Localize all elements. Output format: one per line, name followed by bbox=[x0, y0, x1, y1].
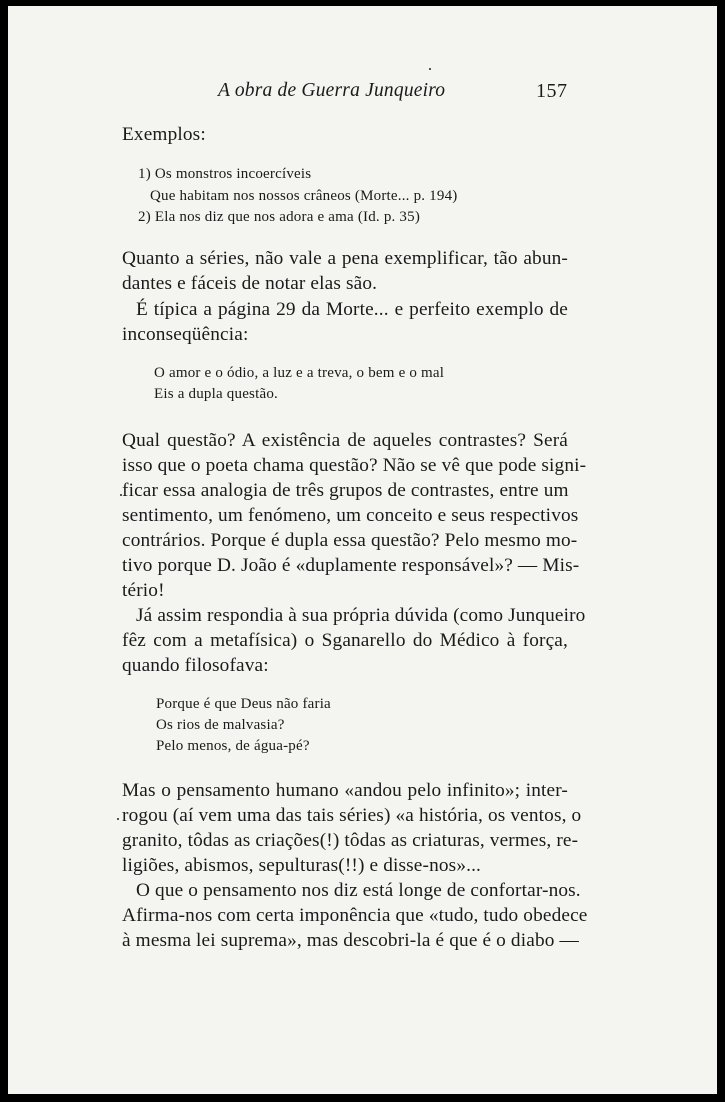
paragraph-line: O que o pensamento nos diz está longe de confortar-nos. bbox=[136, 880, 581, 901]
paragraph-line: rogou (aí vem uma das tais séries) «a história, os ventos, o bbox=[122, 805, 582, 826]
scan-speck bbox=[120, 494, 122, 496]
examples-label: Exemplos: bbox=[122, 124, 206, 145]
paragraph-line: É típica a página 29 da Morte... e perfeito exemplo de bbox=[136, 299, 568, 320]
quote-line: Pelo menos, de água-pé? bbox=[156, 738, 310, 754]
scan-speck bbox=[429, 68, 431, 70]
paragraph-line: Qual questão? A existência de aqueles contrastes? Será bbox=[122, 430, 568, 451]
paragraph-line: à mesma lei suprema», mas descobri-la é que é o diabo — bbox=[122, 930, 579, 951]
running-title: A obra de Guerra Junqueiro bbox=[218, 80, 446, 101]
paragraph-line: ficar essa analogia de três grupos de contrastes, entre um bbox=[122, 480, 569, 501]
paragraph-line: Mas o pensamento humano «andou pelo infinito»; inter- bbox=[122, 780, 568, 801]
paragraph-line: Afirma-nos com certa imponência que «tudo, tudo obedece bbox=[122, 905, 588, 926]
quote-line: Os rios de malvasia? bbox=[156, 717, 285, 733]
paragraph-line: tivo porque D. João é «duplamente responsável»? — Mis- bbox=[122, 555, 580, 576]
page-header bbox=[8, 80, 717, 106]
paragraph-line: sentimento, um fenómeno, um conceito e seus respectivos bbox=[122, 505, 579, 526]
scan-speck bbox=[117, 818, 119, 820]
paragraph-line: ligiões, abismos, sepulturas(!!) e disse-nos»... bbox=[122, 855, 482, 876]
page-number: 157 bbox=[536, 80, 568, 102]
paragraph-line: quando filosofava: bbox=[122, 655, 269, 676]
quote-line: Que habitam nos nossos crâneos (Morte... p. 194) bbox=[150, 188, 458, 204]
quote-line: 1) Os monstros incoercíveis bbox=[138, 166, 312, 182]
paragraph-line: tério! bbox=[122, 580, 165, 601]
paragraph-line: dantes e fáceis de notar elas são. bbox=[122, 273, 378, 294]
quote-line: O amor e o ódio, a luz e a treva, o bem e o mal bbox=[154, 365, 445, 381]
paragraph-line: Quanto a séries, não vale a pena exemplificar, tão abun- bbox=[122, 248, 568, 269]
paragraph-line: granito, tôdas as criações(!) tôdas as criaturas, vermes, re- bbox=[122, 830, 579, 851]
paragraph-line: isso que o poeta chama questão? Não se vê que pode signi- bbox=[122, 455, 587, 476]
paragraph-line: fêz com a metafísica) o Sganarello do Médico à força, bbox=[122, 630, 568, 651]
quote-line: 2) Ela nos diz que nos adora e ama (Id. p. 35) bbox=[138, 209, 421, 225]
paragraph-line: contrários. Porque é dupla essa questão? Pelo mesmo mo- bbox=[122, 530, 578, 551]
paragraph-line: inconseqüência: bbox=[122, 324, 249, 345]
quote-line: Eis a dupla questão. bbox=[154, 386, 278, 402]
book-page bbox=[8, 6, 717, 1094]
paragraph-line: Já assim respondia à sua própria dúvida (como Junqueiro bbox=[136, 605, 586, 626]
quote-line: Porque é que Deus não faria bbox=[156, 696, 331, 712]
